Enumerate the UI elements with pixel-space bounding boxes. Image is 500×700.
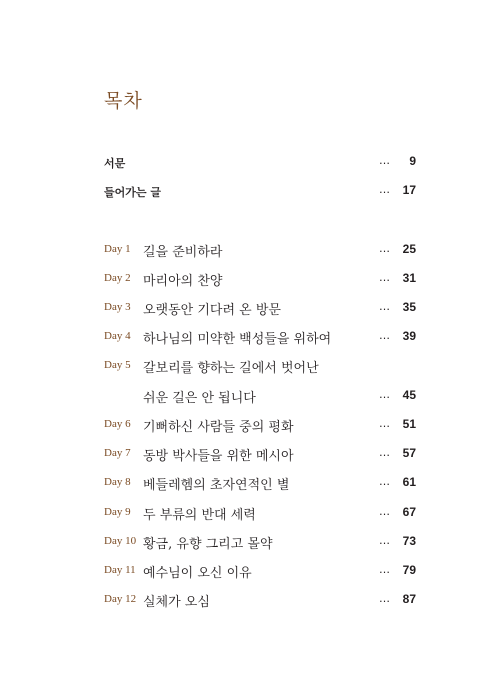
toc-page-number: 61 — [402, 475, 416, 489]
toc-entry-label: 갈보리를 향하는 길에서 벗어난 — [143, 361, 319, 376]
toc-entry-day-8[interactable] — [0, 474, 500, 494]
toc-day-label: Day 7 — [104, 447, 131, 459]
toc-entry-day-9[interactable] — [0, 504, 500, 524]
toc-leader: … — [379, 183, 390, 196]
toc-page-number: 51 — [402, 417, 416, 431]
toc-leader: … — [379, 534, 390, 547]
toc-page-number: 45 — [402, 388, 416, 402]
toc-entry-label: 들어가는 글 — [104, 186, 161, 199]
toc-entry-label: 서문 — [104, 157, 126, 170]
toc-entry-label: 황금, 유향 그리고 몰약 — [143, 537, 273, 552]
toc-leader: … — [379, 475, 390, 488]
toc-page-number: 31 — [402, 271, 416, 285]
toc-day-label: Day 10 — [104, 535, 137, 547]
toc-entry-day-2[interactable] — [0, 270, 500, 290]
toc-entry-day-10[interactable] — [0, 533, 500, 553]
toc-leader: … — [379, 154, 390, 167]
page-title: 목차 — [104, 90, 143, 112]
toc-leader: … — [379, 563, 390, 576]
toc-day-label: Day 2 — [104, 272, 131, 284]
toc-day-label: Day 1 — [104, 243, 131, 255]
toc-leader: … — [379, 300, 390, 313]
toc-leader: … — [379, 446, 390, 459]
toc-day-label: Day 9 — [104, 506, 131, 518]
toc-page-number: 17 — [402, 183, 416, 197]
toc-entry-label: 하나님의 미약한 백성들을 위하여 — [143, 332, 332, 347]
toc-page-number: 87 — [402, 592, 416, 606]
toc-entry-introduction[interactable] — [0, 182, 500, 202]
toc-day-label: Day 6 — [104, 418, 131, 430]
toc-entry-day-4[interactable] — [0, 328, 500, 348]
toc-entry-day-7[interactable] — [0, 445, 500, 465]
toc-entry-preface[interactable] — [0, 153, 500, 173]
toc-entry-day-5-continued[interactable] — [0, 387, 500, 407]
toc-page-number: 67 — [402, 505, 416, 519]
toc-entry-day-3[interactable] — [0, 299, 500, 319]
toc-leader: … — [379, 242, 390, 255]
toc-leader: … — [379, 271, 390, 284]
toc-day-label: Day 11 — [104, 564, 136, 576]
toc-entry-day-11[interactable] — [0, 562, 500, 582]
toc-entry-label: 길을 준비하라 — [143, 245, 223, 260]
toc-day-label: Day 5 — [104, 359, 131, 371]
toc-entry-label: 두 부류의 반대 세력 — [143, 508, 256, 523]
toc-day-label: Day 4 — [104, 330, 131, 342]
toc-page-number: 9 — [409, 154, 416, 168]
toc-page-number: 57 — [402, 446, 416, 460]
toc-entry-day-12[interactable] — [0, 591, 500, 611]
toc-entry-day-1[interactable] — [0, 241, 500, 261]
toc-leader: … — [379, 329, 390, 342]
toc-entry-label: 실체가 오심 — [143, 595, 210, 610]
toc-entry-day-6[interactable] — [0, 416, 500, 436]
toc-entry-label: 기뻐하신 사람들 중의 평화 — [143, 420, 294, 435]
toc-page-number: 39 — [402, 329, 416, 343]
toc-entry-label: 마리아의 찬양 — [143, 274, 223, 289]
toc-entry-label: 쉬운 길은 안 됩니다 — [143, 391, 256, 406]
toc-entry-label: 예수님이 오신 이유 — [143, 566, 252, 581]
toc-page-number: 25 — [402, 242, 416, 256]
toc-leader: … — [379, 505, 390, 518]
toc-page-number: 73 — [402, 534, 416, 548]
toc-leader: … — [379, 388, 390, 401]
toc-leader: … — [379, 417, 390, 430]
toc-page-number: 35 — [402, 300, 416, 314]
toc-page-number: 79 — [402, 563, 416, 577]
toc-day-label: Day 8 — [104, 476, 131, 488]
toc-entry-day-5[interactable] — [0, 357, 500, 377]
toc-leader: … — [379, 592, 390, 605]
toc-entry-label: 베들레헴의 초자연적인 별 — [143, 478, 290, 493]
toc-day-label: Day 3 — [104, 301, 131, 313]
toc-entry-label: 동방 박사들을 위한 메시아 — [143, 449, 294, 464]
toc-day-label: Day 12 — [104, 593, 137, 605]
toc-entry-label: 오랫동안 기다려 온 방문 — [143, 303, 281, 318]
